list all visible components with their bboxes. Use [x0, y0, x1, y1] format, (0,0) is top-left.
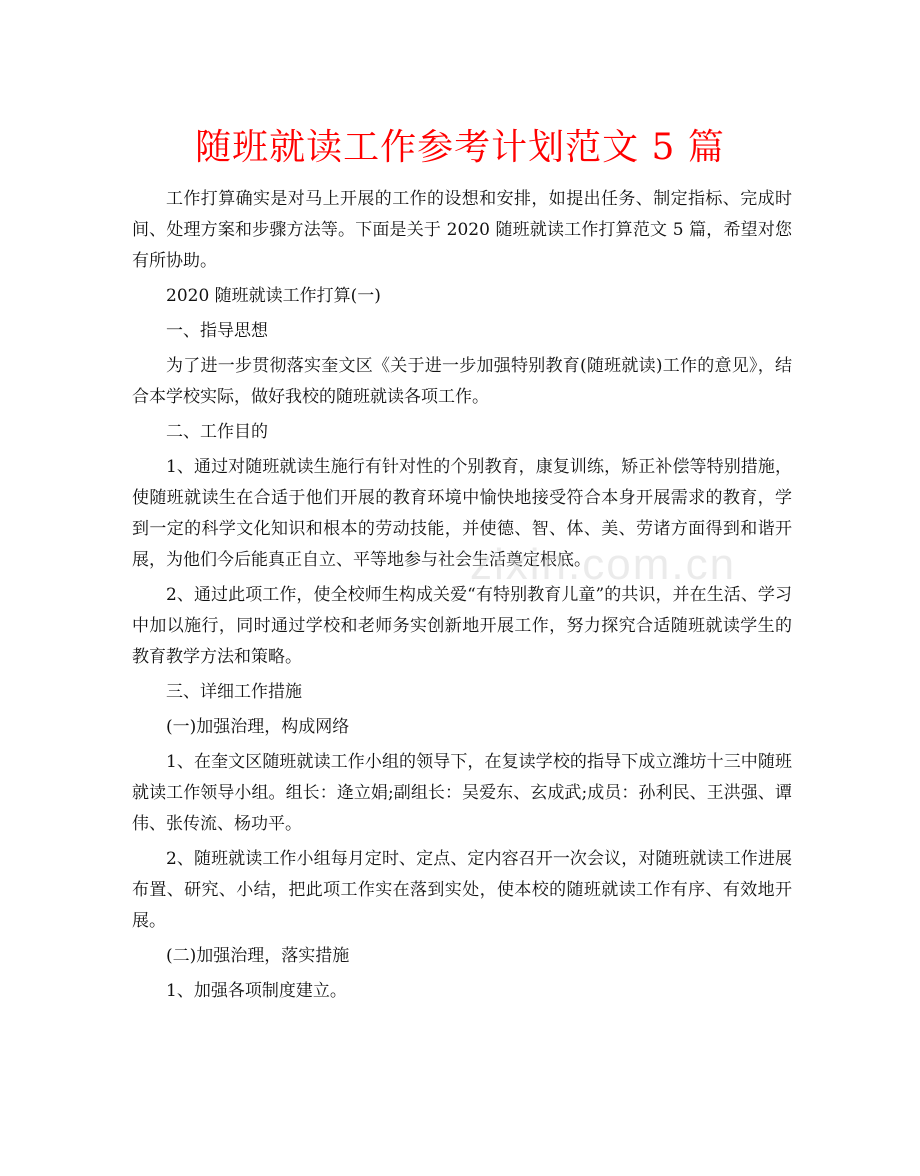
paragraph-measures-heading: 三、详细工作措施: [166, 682, 302, 702]
paragraph-goal-2: 2、通过此项工作，使全校师生构成关爱“有特别教育儿童”的共识，并在生活、学习中加以施行，同时通过学校和老师务实创新地开展工作，努力探究合适随班就读学生的教育教学方法和策略。: [132, 585, 792, 667]
paragraph-goal-1: 1、通过对随班就读生施行有针对性的个别教育，康复训练，矫正补偿等特别措施，使随班就读生在合适于他们开展的教育环境中愉快地接受符合本身开展需求的教育，学到一定的科学文化知识和根本的劳动技能，并使德、智、体、美、劳诸方面得到和谐开展，为他们今后能真正自立、平等地参与社会生活奠定根底。: [132, 457, 792, 570]
document-body: [132, 184, 792, 1011]
paragraph-management-1: 1、在奎文区随班就读工作小组的领导下，在复读学校的指导下成立潍坊十三中随班就读工作领导小组。组长：逄立娟;副组长：吴爱东、玄成武;成员：孙利民、王洪强、谭伟、张传流、杨功平。: [132, 752, 792, 834]
paragraph-guiding-heading: 一、指导思想: [166, 321, 268, 341]
paragraph-goal-heading: 二、工作目的: [166, 422, 268, 442]
paragraph-management-heading: (一)加强治理，构成网络: [166, 717, 350, 737]
watermark: zixin.com.cn: [470, 540, 737, 589]
paragraph-implementation-1: 1、加强各项制度建立。: [166, 981, 347, 1001]
paragraph-intro: 工作打算确实是对马上开展的工作的设想和安排，如提出任务、制定指标、完成时间、处理方案和步骤方法等。下面是关于 2020 随班就读工作打算范文 5 篇，希望对您有所协助。: [132, 189, 792, 271]
paragraph-management-2: 2、随班就读工作小组每月定时、定点、定内容召开一次会议，对随班就读工作进展布置、研究、小结，把此项工作实在落到实处，使本校的随班就读工作有序、有效地开展。: [132, 849, 792, 931]
document-title: 随班就读工作参考计划范文 5 篇: [195, 127, 725, 168]
paragraph-implementation-heading: (二)加强治理，落实措施: [166, 946, 350, 966]
paragraph-guiding-text: 为了进一步贯彻落实奎文区《关于进一步加强特别教育(随班就读)工作的意见》，结合本学校实际，做好我校的随班就读各项工作。: [132, 356, 792, 407]
paragraph-section-heading: 2020 随班就读工作打算(一): [166, 286, 381, 306]
